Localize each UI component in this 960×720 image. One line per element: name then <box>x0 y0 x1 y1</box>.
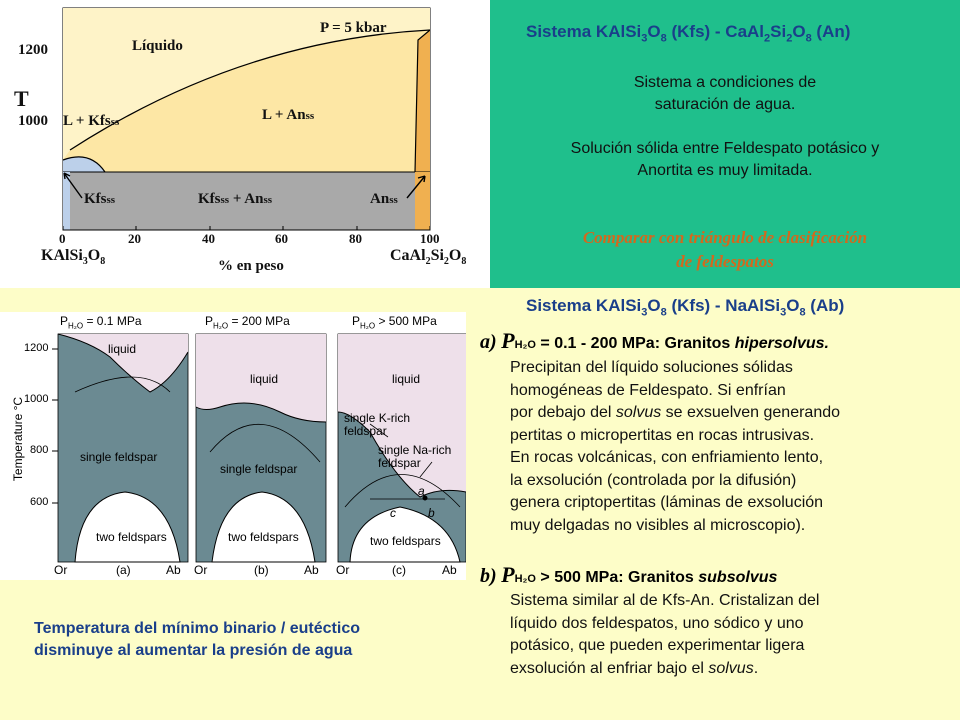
or-c-label: Or <box>336 563 350 577</box>
t-axis-label: T <box>14 86 29 111</box>
two-feldspars-c-label: two feldspars <box>370 534 441 548</box>
case-a-text: Precipitan del líquido soluciones sólidas homogéneas de Feldespato. Si enfrían por debajo del solvus se exsuelven generando pertitas o micropertitas en rocas intrusivas. En rocas volcánicas, con enfriamiento lento, la exsolución (controlada por la difusión) genera criptopertitas (láminas de exsolución muy delgadas no visibles al microscopio). <box>510 359 841 534</box>
liquid-a-label: liquid <box>108 342 137 356</box>
an-ss-strip <box>415 172 430 230</box>
single-feldspar-a-label: single feldspar <box>80 450 158 464</box>
liquid-label: Líquido <box>132 38 183 54</box>
compare-triangle-text: Comparar con triángulo de clasificación de feldespatos <box>582 228 868 271</box>
y-tick-1200: 1200 <box>24 342 49 354</box>
kfs-ab-title: Sistema $KAlSi_3O_8$ $(Kfs) - NaAlSi_3O_8$ (Ab) <box>526 296 845 319</box>
t-1200-label: 1200 <box>18 42 48 58</box>
y-tick-600: 600 <box>30 496 49 508</box>
point-a-label: a <box>418 484 425 498</box>
panel-a-label: (a) <box>116 563 131 577</box>
single-feldspar-b-label: single feldspar <box>220 462 298 476</box>
x-tick-20: 20 <box>128 231 141 246</box>
x-axis-label: % en peso <box>218 258 284 274</box>
or-a-label: Or <box>54 563 68 577</box>
case-b-heading: b) PH₂O > 500 MPa: Granitos subsolvus <box>480 562 778 587</box>
panel-a-title: $P_{H_2O} = 0.1$ MPa <box>60 314 142 331</box>
x-tick-0: 0 <box>59 231 66 246</box>
t-1000-label: 1000 <box>18 113 48 129</box>
solid-solution-text: Solución sólida entre Feldespato potásico y Anortita es muy limitada. <box>570 140 880 179</box>
water-saturation-text: Sistema a condiciones de saturación de agua. <box>633 74 817 113</box>
x-tick-40: 40 <box>202 231 215 246</box>
kfs-ss-label: Kfsss <box>84 191 116 207</box>
x-tick-60: 60 <box>275 231 288 246</box>
x-tick-80: 80 <box>349 231 362 246</box>
panel-a <box>58 334 188 562</box>
two-feldspars-a-label: two feldspars <box>96 530 167 544</box>
or-ab-diagram-panel <box>0 312 466 580</box>
single-k-feldspar-label: single K-rich feldspar <box>344 411 411 438</box>
two-feldspars-b-label: two feldspars <box>228 530 299 544</box>
ab-b-label: Ab <box>304 563 319 577</box>
y-tick-1000: 1000 <box>24 393 49 405</box>
an-ss-label: Anss <box>370 191 398 207</box>
panel-b-title: $P_{H_2O} = 200$ MPa <box>205 314 290 331</box>
panel-b <box>196 334 326 562</box>
panel-c-title: $P_{H_2O} > 500$ MPa <box>352 314 437 331</box>
liquid-b-label: liquid <box>250 372 279 386</box>
case-b-text: Sistema similar al de Kfs-An. Cristalizan del líquido dos feldespatos, uno sódico y uno potásico, que pueden experimentar ligera exsolución al enfriar bajo el solvus. <box>510 592 820 677</box>
single-na-feldspar-label: single Na-rich feldspar <box>378 443 452 470</box>
point-b-label: b <box>428 506 435 520</box>
kfs-an-title: Sistema $KAlSi_3O_8$ $(Kfs) - CaAl_2Si_2O_8$ (An) <box>526 22 851 45</box>
x-tick-100: 100 <box>420 231 440 246</box>
panel-b-label: (b) <box>254 563 269 577</box>
l-kfs-label: L + Kfsss <box>63 113 120 129</box>
y-axis-label: Temperature °C <box>11 396 25 482</box>
pressure-label: P = 5 kbar <box>320 20 387 36</box>
y-tick-800: 800 <box>30 444 49 456</box>
kfs-an-diagram-panel <box>0 0 490 288</box>
ab-c-label: Ab <box>442 563 457 577</box>
kfs-an-diagram <box>0 0 490 288</box>
panel-c-label: (c) <box>392 563 406 577</box>
bottom-note: Temperatura del mínimo binario / eutéctico disminuye al aumentar la presión de agua <box>34 620 360 659</box>
kalsi3o8-label: $KAlSi_3O_8$ <box>41 247 106 268</box>
y-ticks <box>52 349 58 503</box>
or-b-label: Or <box>194 563 208 577</box>
caal2si2o8-label: $CaAl_2Si_2O_8$ <box>390 247 467 268</box>
l-an-label: L + Anss <box>262 107 315 123</box>
kfs-an-ss-label: Kfsss + Anss <box>198 191 273 207</box>
case-a-heading: a) PH₂O = 0.1 - 200 MPa: Granitos hipersolvus. <box>480 328 829 353</box>
kfs-an-info-panel <box>490 0 960 288</box>
point-c-label: c <box>390 506 396 520</box>
ab-a-label: Ab <box>166 563 181 577</box>
liquid-c-label: liquid <box>392 372 421 386</box>
